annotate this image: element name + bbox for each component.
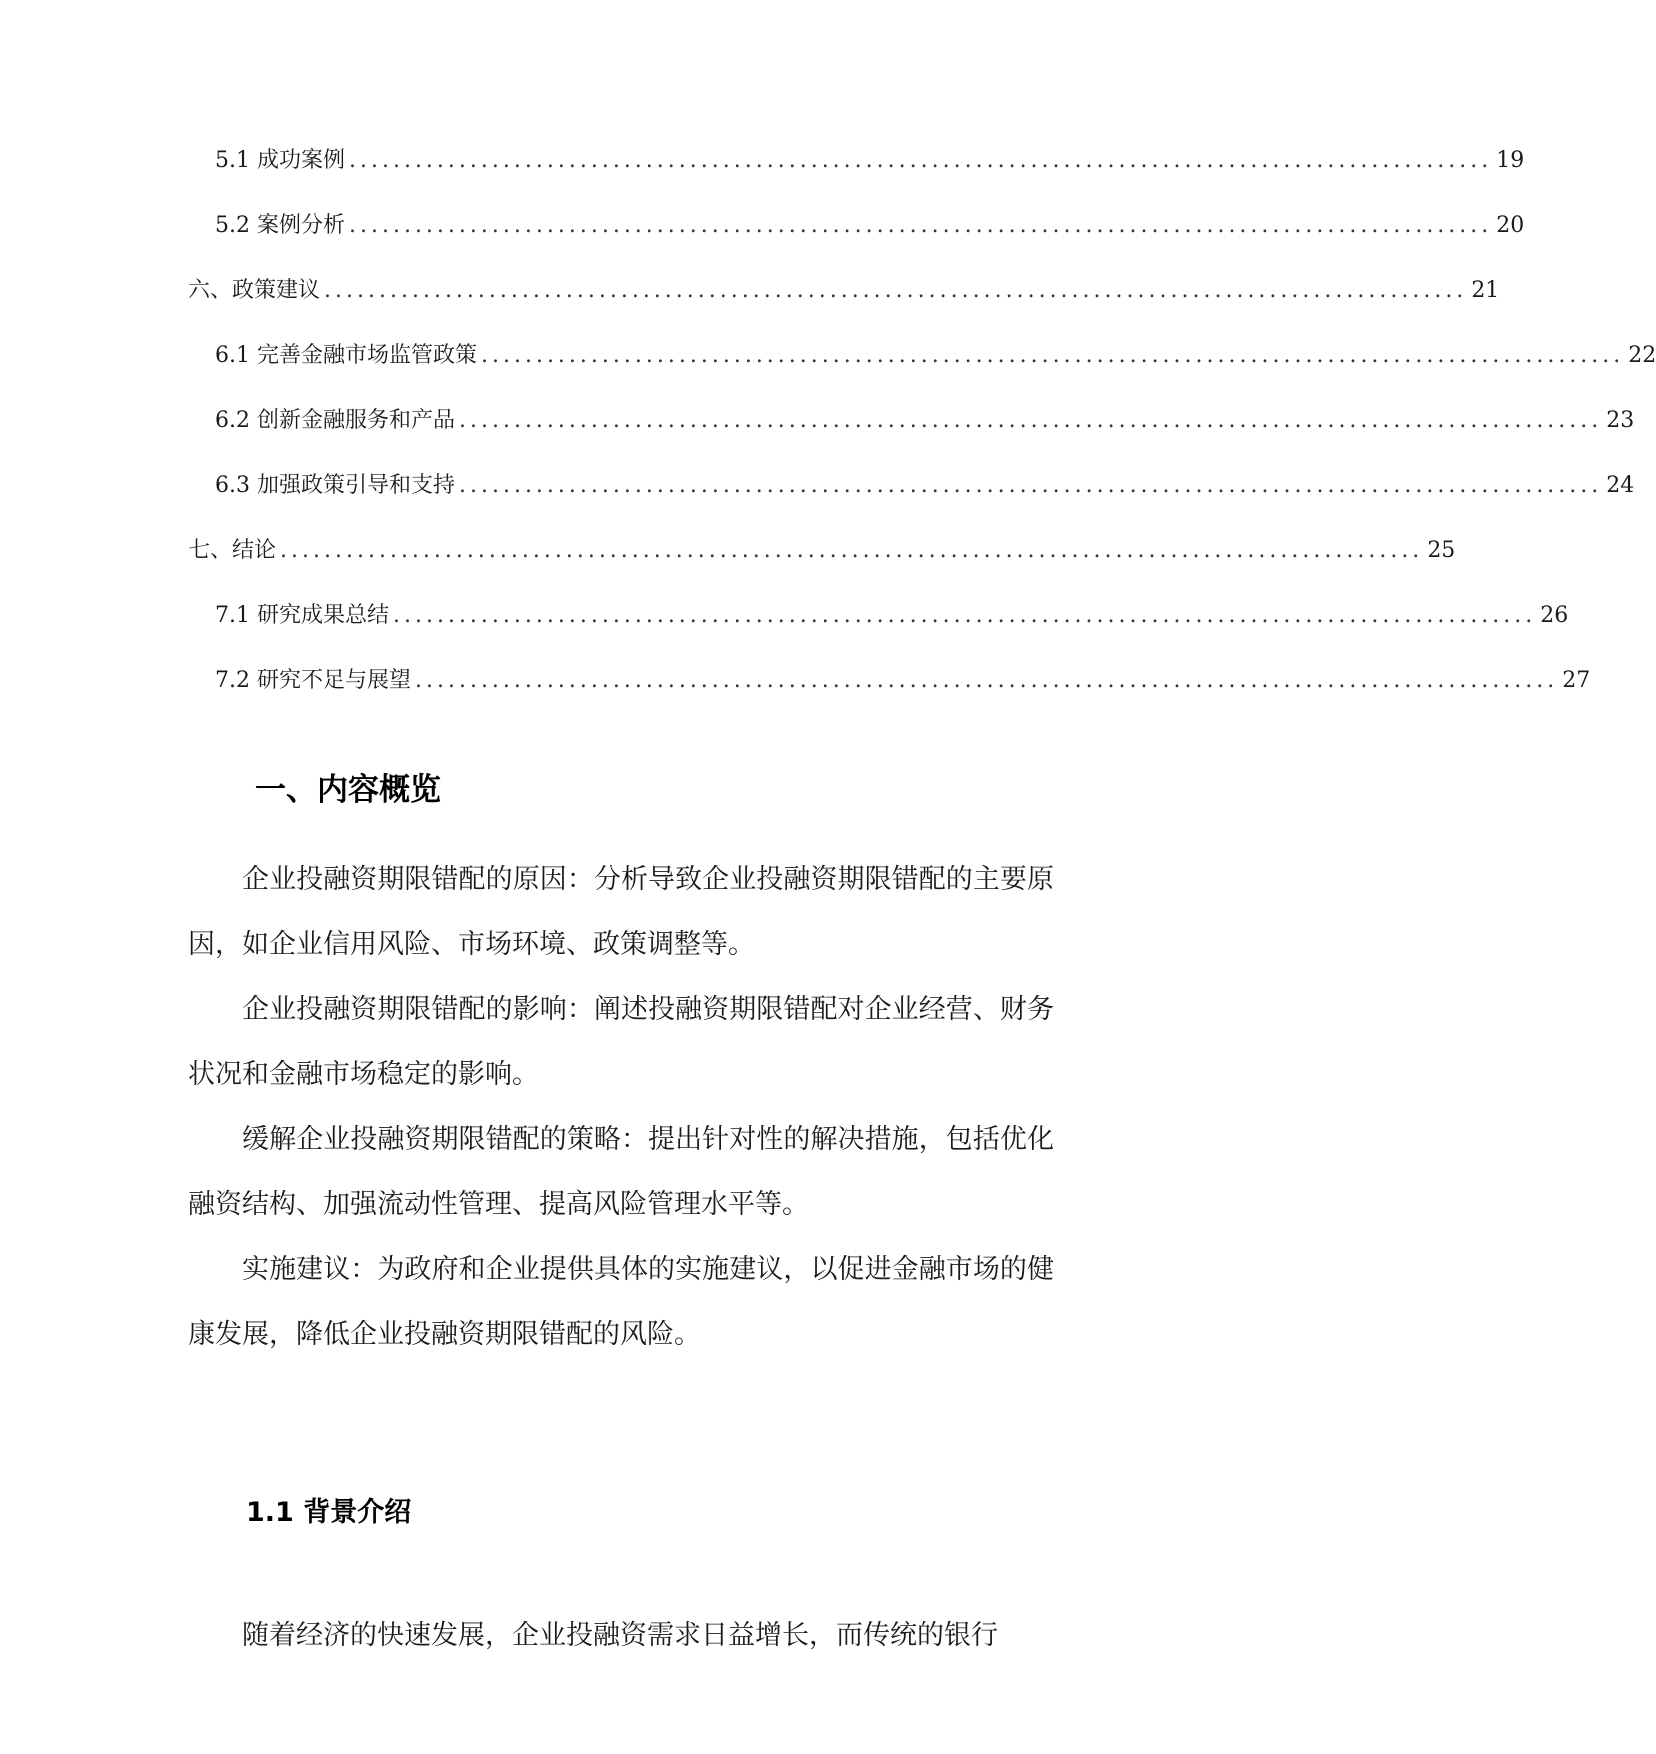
toc-entry-page: 24 [1606, 473, 1635, 498]
toc-entry-page: 25 [1427, 538, 1456, 563]
toc-leader-dots: ........................................................................................................ [324, 278, 1468, 303]
subsection-heading: 1.1 背景介绍 [246, 1497, 412, 1528]
toc-leader-dots: ........................................................................................................ [480, 343, 1625, 368]
toc-entry[interactable] [188, 276, 1500, 341]
toc-entry[interactable] [188, 211, 1525, 276]
toc-leader-dots: ........................................................................................................ [458, 473, 1603, 498]
toc-entry-label: 6.1 完善金融市场监管政策 [215, 343, 477, 368]
toc-leader-dots: ........................................................................................................ [392, 603, 1537, 628]
toc-leader-dots: ........................................................................................................ [458, 408, 1603, 433]
toc-entry-page: 26 [1540, 603, 1569, 628]
toc-entry-label: 6.2 创新金融服务和产品 [215, 408, 455, 433]
toc-leader-dots: ........................................................................................................ [348, 213, 1493, 238]
toc-entry[interactable] [188, 666, 1591, 731]
toc-leader-dots: ........................................................................................................ [348, 148, 1493, 173]
body-paragraph: 缓解企业投融资期限错配的策略：提出针对性的解决措施，包括优化融资结构、加强流动性管理、提高风险管理水平等。 [188, 1124, 1054, 1220]
toc-entry[interactable] [188, 601, 1569, 666]
body-paragraph: 随着经济的快速发展，企业投融资需求日益增长，而传统的银行 [242, 1620, 998, 1651]
toc-leader-dots: ........................................................................................................ [414, 668, 1559, 693]
toc-entry[interactable] [188, 406, 1635, 471]
toc-entry-page: 20 [1496, 213, 1525, 238]
toc-entry[interactable] [188, 341, 1656, 406]
toc-entry-label: 七、结论 [188, 538, 277, 563]
toc-entry[interactable] [188, 536, 1456, 601]
body-paragraph: 实施建议：为政府和企业提供具体的实施建议，以促进金融市场的健康发展，降低企业投融资期限错配的风险。 [188, 1254, 1054, 1350]
body-paragraph: 企业投融资期限错配的影响：阐述投融资期限错配对企业经营、财务状况和金融市场稳定的影响。 [188, 994, 1054, 1090]
toc-entry-label: 5.2 案例分析 [215, 213, 345, 238]
toc-entry[interactable] [188, 146, 1525, 211]
toc-entry-page: 23 [1606, 408, 1635, 433]
section-body [188, 847, 1054, 1367]
subsection-body [188, 1603, 1054, 1668]
toc-entry[interactable] [188, 471, 1635, 536]
toc-entry-label: 7.2 研究不足与展望 [215, 668, 411, 693]
toc-entry-page: 27 [1562, 668, 1591, 693]
toc-entry-label: 6.3 加强政策引导和支持 [215, 473, 455, 498]
toc-entry-label: 六、政策建议 [188, 278, 321, 303]
toc-entry-page: 19 [1496, 148, 1525, 173]
toc-entry-page: 22 [1628, 343, 1656, 368]
toc-entry-label: 5.1 成功案例 [215, 148, 345, 173]
toc-entry-page: 21 [1471, 278, 1500, 303]
body-paragraph: 企业投融资期限错配的原因：分析导致企业投融资期限错配的主要原因，如企业信用风险、市场环境、政策调整等。 [188, 864, 1054, 960]
toc-leader-dots: ........................................................................................................ [280, 538, 1424, 563]
table-of-contents [188, 146, 1656, 731]
section-heading: 一、内容概览 [255, 772, 441, 808]
toc-entry-label: 7.1 研究成果总结 [215, 603, 389, 628]
